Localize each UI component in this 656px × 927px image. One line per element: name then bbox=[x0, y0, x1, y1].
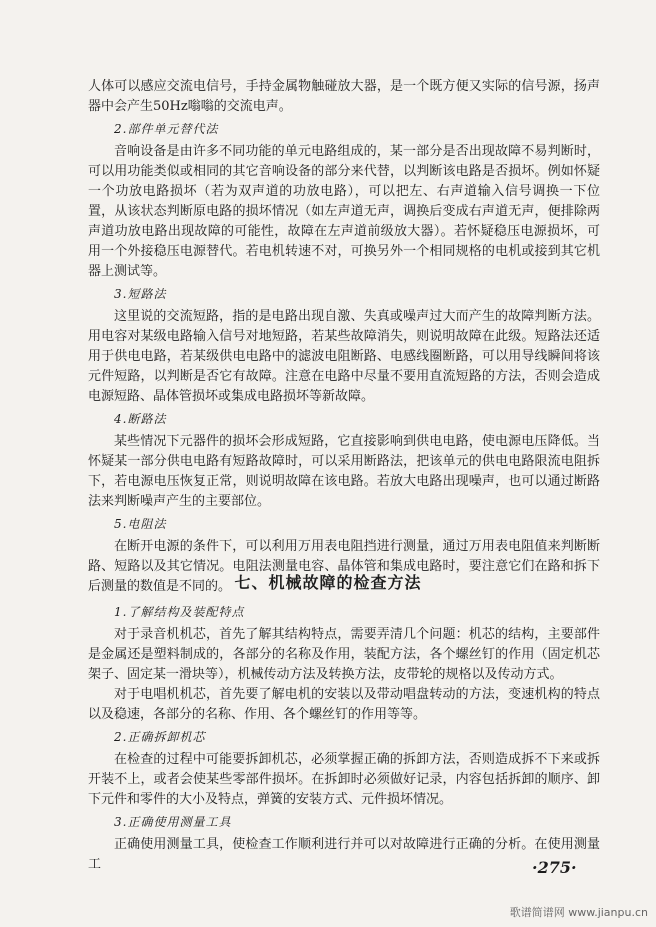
section-title: 七、机械故障的检查方法 bbox=[234, 573, 422, 592]
paragraph-s2-2: 在检查的过程中可能要拆卸机芯，必须掌握正确的拆卸方法，否则造成拆不下来或拆开装不上，或者会使某些零部件损坏。在拆卸时必须做好记录，内容包括拆卸的顺序、卸下元件和零件的大小及特点，弹簧的安装方式、元件损坏情况。 bbox=[88, 752, 600, 807]
paragraph-s2-1a: 对于录音机机芯，首先了解其结构特点，需要弄清几个问题：机芯的结构，主要部件是金属还是塑料制成的，各部分的名称及作用，装配方法，各个螺丝钉的作用（固定机芯架子、固定某一滑块等），机械传动方法及转换方法，皮带轮的规格以及传动方式。 bbox=[88, 627, 600, 682]
paragraph-5: 在断开电源的条件下，可以利用万用表电阻挡进行测量，通过万用表电阻值来判断断路、短路以及其它情况。电阻法测量电容、晶体管和集成电路时，要注意它们在路和拆下后测量的数值是不同的。 bbox=[88, 539, 600, 594]
subheading-s2-3: 3.正确使用测量工具 bbox=[114, 815, 232, 829]
subheading-3: 3.短路法 bbox=[114, 287, 167, 301]
paragraph-s2-1b: 对于电唱机机芯，首先要了解电机的安装以及带动唱盘转动的方法，变速机构的特点以及稳速，各部分的名称、作用、各个螺丝钉的作用等等。 bbox=[88, 687, 600, 722]
upper-text-section bbox=[88, 77, 600, 597]
paragraph-4: 某些情况下元器件的损坏会形成短路，它直接影响到供电电路，使电源电压降低。当怀疑某一部分供电电路有短路故障时，可以采用断路法，把该单元的供电电路限流电阻拆下，若电源电压恢复正常，则说明故障在该电路。若放大电路出现噪声，也可以通过断路法来判断噪声产生的主要部位。 bbox=[88, 434, 600, 509]
subheading-s2-1: 1.了解结构及装配特点 bbox=[114, 605, 245, 619]
subheading-s2-2: 2.正确拆卸机芯 bbox=[114, 730, 206, 744]
paragraph-s2-3: 正确使用测量工具，使检查工作顺利进行并可以对故障进行正确的分析。在使用测量工 bbox=[88, 837, 600, 872]
subheading-4: 4.断路法 bbox=[114, 412, 167, 426]
paragraph-intro: 人体可以感应交流电信号，手持金属物触碰放大器，是一个既方便又实际的信号源，扬声器中会产生50Hz嗡嗡的交流电声。 bbox=[88, 79, 600, 114]
lower-text-section bbox=[88, 600, 600, 875]
paragraph-2: 音响设备是由许多不同功能的单元电路组成的，某一部分是否出现故障不易判断时，可以用功能类似或相同的其它音响设备的部分来代替，以判断该电路是否损坏。例如怀疑一个功放电路损坏（若为双声道的功放电路），可以把左、右声道输入信号调换一下位置，从该状态判断原电路的损坏情况（如左声道无声，调换后变成右声道无声，便排除两声道功放电路出现故障的可能性，故障在左声道前级放大器）。若怀疑稳压电源损坏，可用一个外接稳压电源替代。若电机转速不对，可换另外一个相同规格的电机或接到其它机器上测试等。 bbox=[88, 144, 600, 279]
paragraph-3: 这里说的交流短路，指的是电路出现自激、失真或噪声过大而产生的故障判断方法。用电容对某级电路输入信号对地短路，若某些故障消失，则说明故障在此级。短路法还适用于供电电路，若某级供电电路中的滤波电阻断路、电感线圈断路，可以用导线瞬间将该元件短路，以判断是否它有故障。注意在电路中尽量不要用直流短路的方法，否则会造成电源短路、晶体管损坏或集成电路损坏等新故障。 bbox=[88, 309, 600, 404]
watermark-footer: 歌谱简谱网 www.jianpu.cn bbox=[509, 906, 648, 919]
subheading-2: 2.部件单元替代法 bbox=[114, 122, 219, 136]
page-number: ·275· bbox=[532, 858, 577, 877]
subheading-5: 5.电阻法 bbox=[114, 517, 167, 531]
